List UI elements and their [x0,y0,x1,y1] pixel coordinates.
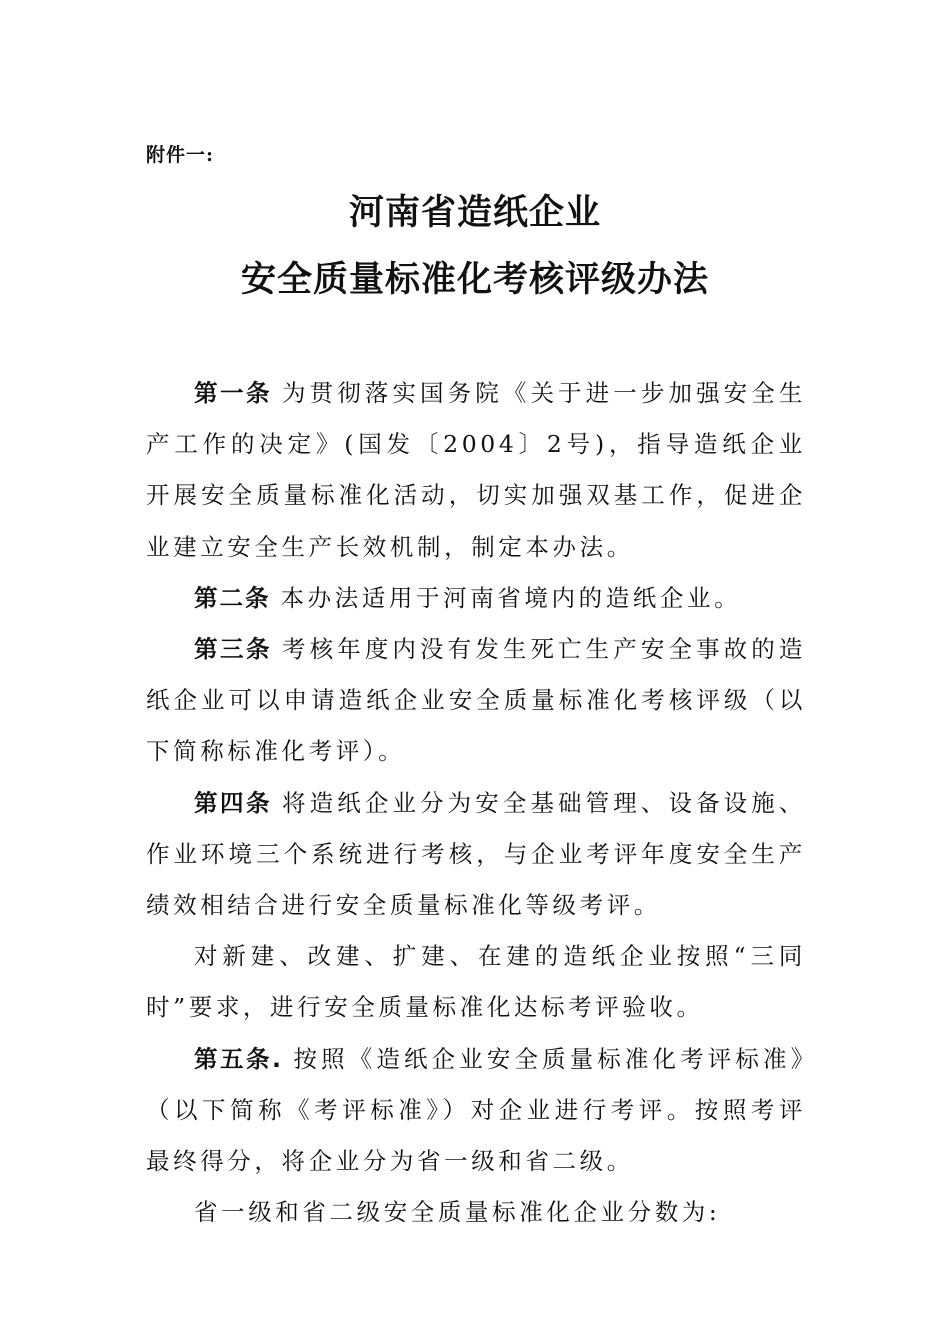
document-body [146,368,806,1238]
article-paragraph-1 [146,368,806,573]
article-text: 将造纸企业分为安全基础管理、设备设施、作业环境三个系统进行考核，与企业考评年度安全生产绩效相结合进行安全质量标准化等级考评。 [146,788,806,920]
article-number: 第四条 [194,788,273,817]
document-title-line-2: 安全质量标准化考核评级办法 [240,260,709,300]
article-paragraph-3 [146,624,806,778]
article-number: 第五条. [194,1044,283,1073]
article-text: 对新建、改建、扩建、在建的造纸企业按照“三同时”要求，进行安全质量标准化达标考评验收。 [146,942,806,1022]
article-text: 本办法适用于河南省境内的造纸企业。 [280,583,742,612]
document-title-line-1: 河南省造纸企业 [348,193,601,233]
article-paragraph-7 [146,1187,806,1238]
article-paragraph-4 [146,778,806,932]
article-number: 第二条 [194,583,271,612]
article-number: 第三条 [194,635,273,664]
article-paragraph-2 [146,573,806,624]
article-number: 第一条 [194,379,273,407]
article-paragraph-6 [146,1034,806,1188]
article-paragraph-5 [146,931,806,1033]
attachment-label: 附件一: [146,144,215,166]
article-text: 考核年度内没有发生死亡生产安全事故的造纸企业可以申请造纸企业安全质量标准化考核评级（以下简称标准化考评）。 [146,635,806,766]
article-text: 省一级和省二级安全质量标准化企业分数为: [194,1198,721,1227]
article-text: 按照《造纸企业安全质量标准化考评标准》（以下简称《考评标准》）对企业进行考评。按照考评最终得分，将企业分为省一级和省二级。 [146,1044,806,1176]
article-text: 为贯彻落实国务院《关于进一步加强安全生产工作的决定》(国发〔2004〕2号)，指导造纸企业开展安全质量标准化活动，切实加强双基工作，促进企业建立安全生产长效机制，制定本办法。 [146,379,806,561]
